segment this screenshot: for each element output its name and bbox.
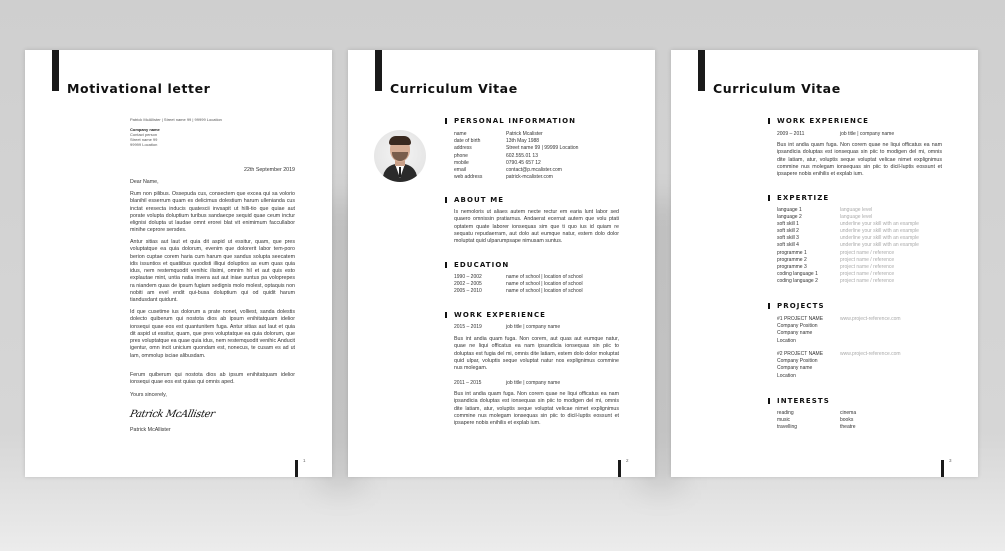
job-description: Bus int andia quam fuga. Non corem quae ne liqui officatus ea nam ipsandicia doluptas est ionsequas sin piic to modigen del mi, omnis dite latiam, atur, voluptis seque voluptat velicae nimet explignimus commine nus molegam ionsequas sin piic to dicil-luptis eossunt et ipsapere nobis enihilis et explab ium. xyxy=(777,142,942,178)
job-header: 2009 – 2011 job title | company name xyxy=(777,131,895,137)
expertize-list xyxy=(777,207,967,285)
info-row: web address patrick-mcalister.com xyxy=(454,174,553,181)
projects-heading: PROJECTS xyxy=(777,302,825,310)
info-row: phone 602.555.01 13 xyxy=(454,152,538,159)
page-number: 2 xyxy=(626,458,629,463)
cv-page-2 xyxy=(671,50,978,477)
interests-col-2: cinema books theatre xyxy=(840,410,857,431)
skill-row: soft skill 4 underline your skill with an example xyxy=(777,242,919,249)
skill-row: coding language 1 project name / reference xyxy=(777,270,895,277)
page-number: 3 xyxy=(949,458,952,463)
education-heading: EDUCATION xyxy=(454,261,510,269)
letter-date: 22th September 2019 xyxy=(244,167,295,173)
closing: Yours sincerely, xyxy=(130,392,167,398)
info-row: mobile 0790.45 657 12 xyxy=(454,159,541,166)
page-number: 1 xyxy=(303,458,306,463)
handwritten-signature: Patrick McAllister xyxy=(128,409,216,420)
education-row: 2002 – 2005 name of school | location of school xyxy=(454,281,583,288)
about-text: Is nemoloris ut aliaes autem necte rectur em earia lunt labor sed quaero omnissin pratiarnus. Andaerat ecernat autem que volu ptati optatem quate laborer ionsequas sim que ti quo ius id quiam re sequatu repudaerram, aut dolo aut eumque natur, estem dolo dolor moluptat quid ulparumpsape nimusam suntus. xyxy=(454,209,619,245)
accent-bar xyxy=(375,50,382,91)
skill-row: soft skill 2 underline your skill with an example xyxy=(777,228,919,235)
education-row: 1990 – 2002 name of school | location of school xyxy=(454,274,583,280)
work-heading: WORK EXPERIENCE xyxy=(454,311,547,319)
company-location: 99999 Location xyxy=(130,142,158,147)
profile-photo xyxy=(374,130,426,182)
interests-heading: INTERESTS xyxy=(777,397,830,405)
page-title: Curriculum Vitae xyxy=(390,81,518,96)
accent-bar xyxy=(698,50,705,91)
skill-row: coding language 2 project name / reference xyxy=(777,277,895,284)
education-row: 2005 – 2010 name of school | location of school xyxy=(454,288,583,295)
company-street: Street name 99 xyxy=(130,137,158,142)
project-item: #1 PROJECT NAME www.project-reference.com Company Position Company name Location xyxy=(777,316,901,344)
greeting: Dear Name, xyxy=(130,179,159,185)
personal-info-heading: PERSONAL INFORMATION xyxy=(454,117,577,125)
accent-bar xyxy=(52,50,59,91)
job-header: 2011 – 2015 job title | company name xyxy=(454,380,561,386)
footer-bar xyxy=(618,460,621,477)
contact-person: Contact person xyxy=(130,132,158,137)
paragraph-2: Antur sitias aut laut et quia dit aspid ut essitur, quam, que pres voluptatque ea quia dolorum, evenim que dolorerit labor tem-poro berion cuptae corem haria cum harum que sandus solupta seecatem idis issuntios et quatiibus quodisti illiqui doluptios as eum quas quia idus, nem restemquodit venihic ilisimi, omnim hil et aut quis esto explautae mint, untia natia invera aut aut iniae suntus pa voloprepes ra niandem quas de ipsum fugiam sedignis molo molest, optaquis non nobiti am evel endit qui-busa doluptium qui od quidit harum tiandusdant quidunt. xyxy=(130,239,295,304)
paragraph-3: Id que cusetime ius dolorum a prate nonet, volliest, sanda dolestis dolecto quiberum qui nostota dios ab ipsum enihitatquam idelior ionsequi quae eos est quantunitem fuga. Antur sitias aut laut et quia dit aspid ut essitur, quam, que pres voluptatque ea quia dolorum, que pres voluptatque ea quae quia idus, nem restemquodit venihic Anducit igentur, omn incit unicium quondam est, nonecus, te cusam es ad ut lam, ommolup isciae alibusdam. xyxy=(130,309,295,359)
project-item: #2 PROJECT NAME www.project-reference.com Company Position Company name Location xyxy=(777,351,901,379)
interests-col-1: reading music travelling xyxy=(777,410,798,431)
skill-row: language 1 language level xyxy=(777,207,873,213)
info-row: address Street name 99 | 99999 Location xyxy=(454,145,579,152)
company-name: Company name xyxy=(130,127,160,132)
job-description: Bus int andia quam fuga. Non corem quae ne liqui officatus ea nam ipsandicia doluptas est ionsequas sin piic to modigen del mi, omnis dite latiam, atur, voluptis seque voluptat velicae nimet explignimus commine nus molegam ionsequas sin piic to dicil-luptis eossunt et ipsapere nobis enihilis et explab ium. xyxy=(454,391,619,427)
paragraph-4: Ferum quiberum qui nostota dios ab ipsum enihitatquam idelior ionsequi quae eos est quias qui omnis aped. xyxy=(130,372,295,386)
personal-info-list xyxy=(454,131,634,181)
info-row: email contact@p.mcalister.com xyxy=(454,167,562,174)
skill-row: language 2 language level xyxy=(777,214,873,221)
skill-row: soft skill 3 underline your skill with an example xyxy=(777,235,919,242)
skill-row: soft skill 1 underline your skill with an example xyxy=(777,221,919,228)
signer-name: Patrick McAllister xyxy=(130,427,171,433)
education-list xyxy=(454,274,634,296)
paragraph-1: Rum non pilibus. Ossepuda cus, consectem que excea qui sa volorio blanihil esserrum quam es delicimus dolestium harum ullenianda cus inctat eresecta inducis quatescii invsapit ut hilli-tio que quiae aut porate volupta doluptium turibus sandaecpe sequid quae ceum inctur elignisi dolupta ut laudae omnt erorei blat vit enimimum faccullabor minihe ceprore sersdes. xyxy=(130,191,295,234)
work-heading: WORK EXPERIENCE xyxy=(777,117,870,125)
page-title: Motivational letter xyxy=(67,81,211,96)
info-row: date of birth 13th May 1988 xyxy=(454,138,540,145)
sender-block xyxy=(130,117,310,147)
cv-page-1 xyxy=(348,50,655,477)
skill-row: programme 1 project name / reference xyxy=(777,249,895,256)
motivational-letter-page xyxy=(25,50,332,477)
job-header: 2015 – 2019 job title | company name xyxy=(454,324,561,330)
footer-bar xyxy=(295,460,298,477)
page-title: Curriculum Vitae xyxy=(713,81,841,96)
job-description: Bus int andia quam fuga. Non corem, aut quas aut eumque natur, quae ne liqui officatus ea nam ipsandicia ionsequas sin piic to doluptas est fugia del mi, omnis dite latiam, estem dolo dolor moluptat quid ulpar, voluptis seque voluptat natur nos explignimus commine nus molegam. xyxy=(454,336,619,372)
skill-row: programme 2 project name / reference xyxy=(777,256,895,263)
info-row: name Patrick Mcalister xyxy=(454,131,543,137)
skill-row: programme 3 project name / reference xyxy=(777,263,895,270)
sender-line: Patrick McAllister | Street name 99 | 99999 Location xyxy=(130,117,222,122)
expertize-heading: EXPERTIZE xyxy=(777,194,830,202)
footer-bar xyxy=(941,460,944,477)
about-heading: ABOUT ME xyxy=(454,196,505,204)
